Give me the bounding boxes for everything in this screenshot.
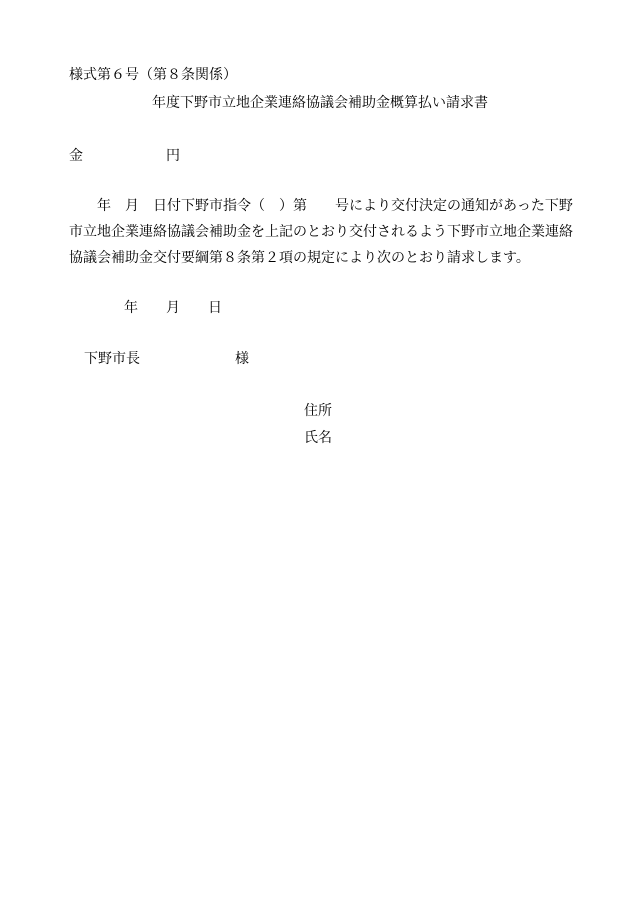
honorific: 様 — [235, 351, 249, 367]
address-label: 住所 — [304, 403, 332, 419]
addressee: 下野市長 — [84, 351, 140, 367]
amount-label: 金 — [69, 148, 83, 164]
form-number: 様式第６号（第８条関係） — [69, 67, 237, 83]
date-year-label: 年 — [124, 300, 138, 316]
amount-unit: 円 — [166, 148, 180, 164]
document-title: 年度下野市立地企業連絡協議会補助金概算払い請求書 — [152, 95, 488, 111]
date-day-label: 日 — [208, 300, 222, 316]
body-line: 協議会補助金交付要綱第８条第２項の規定により次のとおり請求します。 — [69, 250, 530, 266]
body-line: 市立地企業連絡協議会補助金を上記のとおり交付されるよう下野市立地企業連絡 — [69, 224, 573, 240]
body-line: 年 月 日付下野市指令（ ）第 号により交付決定の通知があった下野 — [97, 198, 573, 214]
request-body-text — [69, 193, 574, 271]
name-label: 氏名 — [304, 430, 332, 446]
date-month-label: 月 — [166, 300, 180, 316]
